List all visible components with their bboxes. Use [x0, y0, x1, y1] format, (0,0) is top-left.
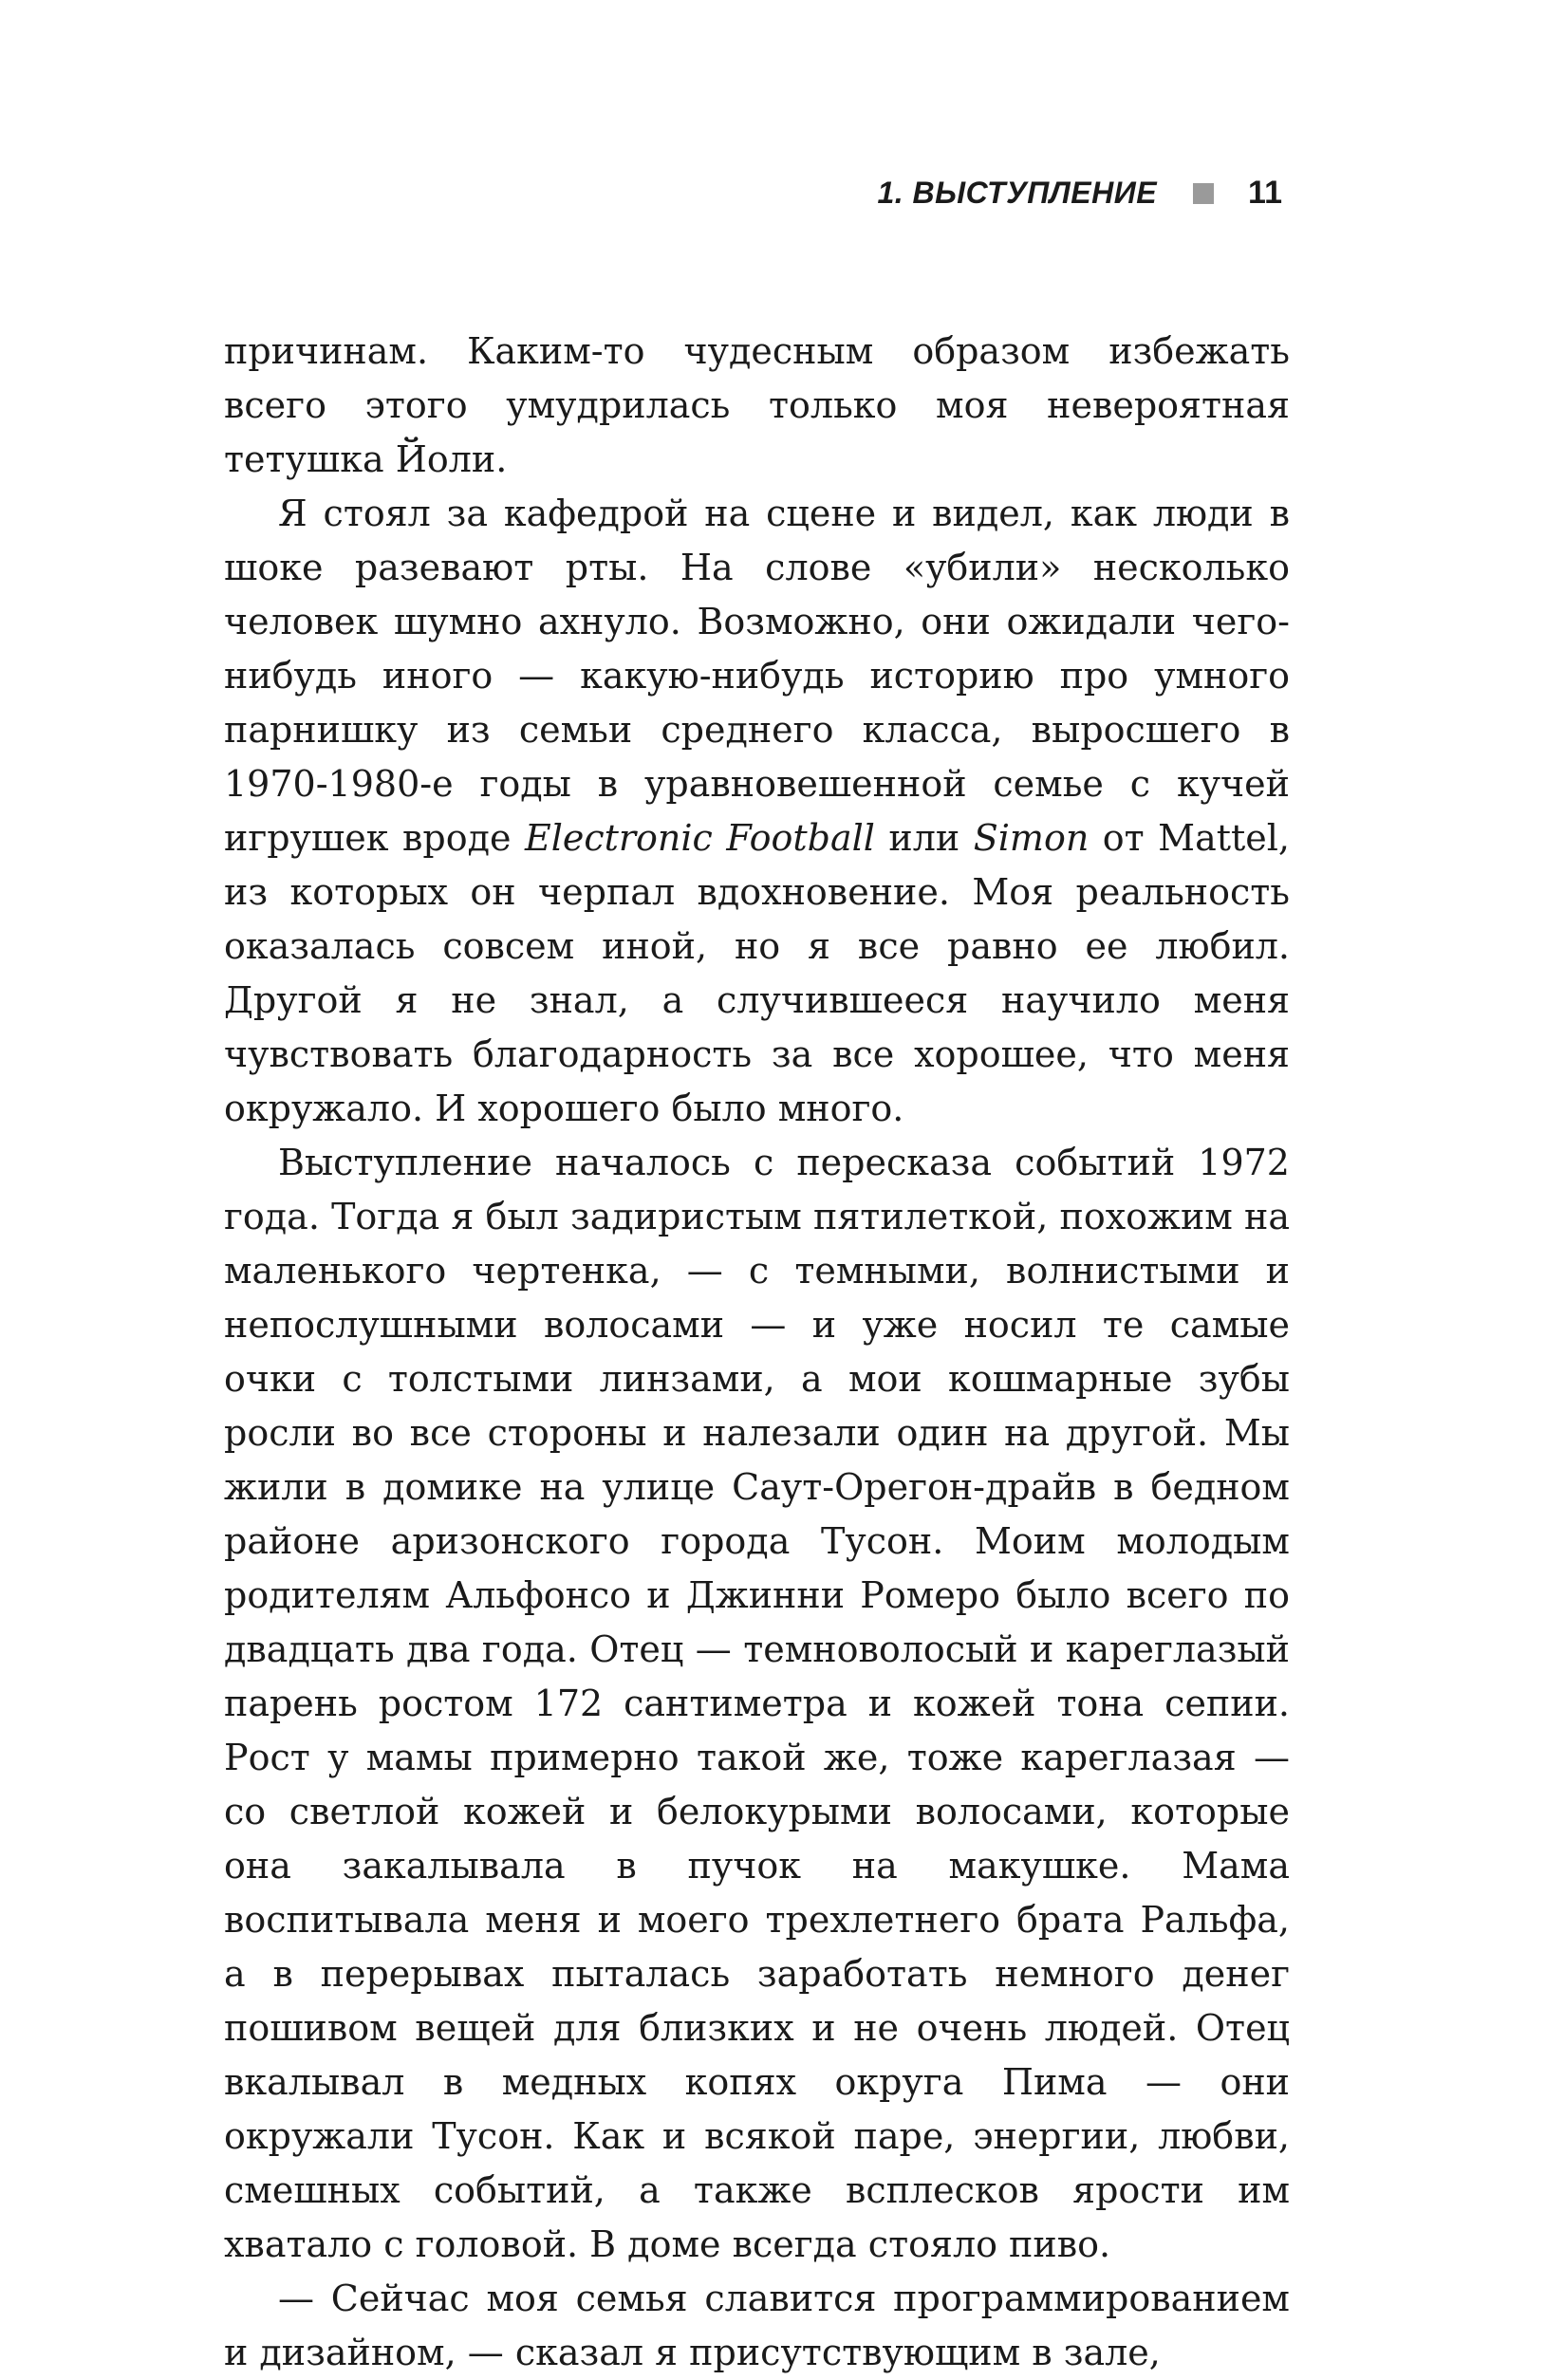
- italic-title: Electronic Football: [524, 817, 875, 859]
- page-number: 11: [1248, 175, 1282, 211]
- text-run: или: [874, 817, 974, 859]
- paragraph: [224, 325, 1290, 487]
- text-run: — Сейчас моя семья славится программированием и дизайном, — сказал я присутствующим в зале,: [224, 2278, 1290, 2373]
- paragraph: [224, 487, 1290, 1136]
- paragraph: [224, 2272, 1290, 2380]
- text-run: Выступление началось с пересказа событий 1972 года. Тогда я был задиристым пятилеткой, похожим на маленького чертенка, — с темными, волнистыми и непослушными волосами — и уже носил те самые очки с толстыми линзами, а мои кошмарные зубы росли во все стороны и налезали один на другой. Мы жили в домике на улице Саут-Орегон-драйв в бедном районе аризонского города Тусон. Моим молодым родителям Альфонсо и Джинни Ромеро было всего по двадцать два года. Отец — темноволосый и кареглазый парень ростом 172 сантиметра и кожей тона сепии. Рост у мамы примерно такой же, тоже кареглазая — со светлой кожей и белокурыми волосами, которые она закалывала в пучок на макушке. Мама воспитывала меня и моего трехлетнего брата Ральфа, а в перерывах пыталась заработать немного денег пошивом вещей для близких и не очень людей. Отец вкалывал в медных копях округа Пима — они окружали Тусон. Как и всякой паре, энергии, любви, смешных событий, а также всплесков ярости им хватало с головой. В доме всегда стояло пиво.: [224, 1142, 1290, 2265]
- header-separator-square: [1193, 183, 1214, 204]
- italic-title: Simon: [973, 817, 1090, 859]
- paragraph: [224, 1136, 1290, 2272]
- body-text: [224, 325, 1290, 2380]
- running-head: [877, 175, 1282, 212]
- text-run: причинам. Каким-то чудесным образом избежать всего этого умудрилась только моя невероятная тетушка Йоли.: [224, 330, 1290, 480]
- text-run: Я стоял за кафедрой на сцене и видел, как люди в шоке разевают рты. На слове «убили» несколько человек шумно ахнуло. Возможно, они ожидали чего-нибудь иного — какую-нибудь историю про умного парнишку из семьи среднего класса, выросшего в 1970-1980-е годы в уравновешенной семье с кучей игрушек вроде: [224, 493, 1290, 859]
- text-run: от Mattel, из которых он черпал вдохновение. Моя реальность оказалась совсем иной, но я все равно ее любил. Другой я не знал, а случившееся научило меня чувствовать благодарность за все хорошее, что меня окружало. И хорошего было много.: [224, 817, 1290, 1129]
- chapter-title: 1. ВЫСТУПЛЕНИЕ: [877, 176, 1158, 210]
